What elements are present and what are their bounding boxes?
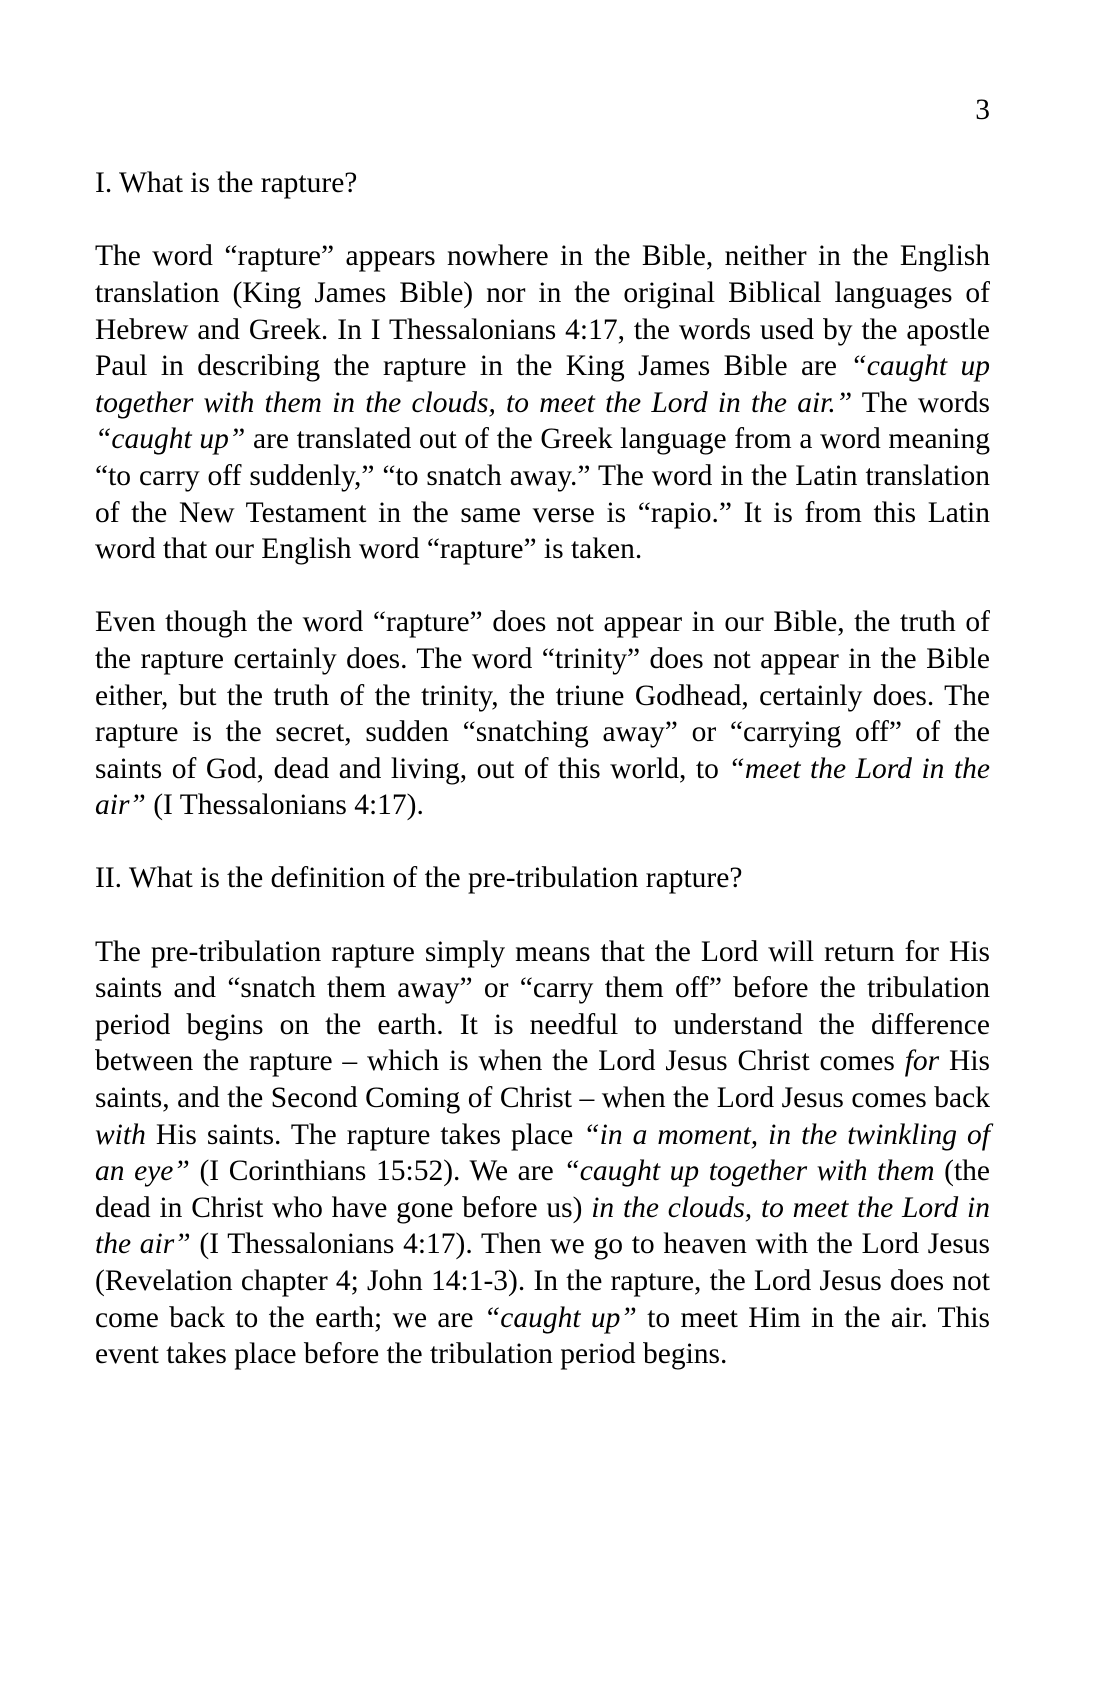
section-heading-pre-tribulation-definition: II. What is the definition of the pre-tribulation rapture? xyxy=(95,862,743,895)
section-heading-what-is-the-rapture: I. What is the rapture? xyxy=(95,167,358,200)
paragraph-pre-tribulation-explanation: The pre-tribulation rapture simply means that the Lord will return for His saints and “snatch them away” or “carry them off” before the tribulation period begins on the earth. It is needful to understand the difference between the rapture – which is when the Lord Jesus Christ comes for His saints, and the Second Coming of Christ – when the Lord Jesus comes back with His saints. The rapture takes place “in a moment, in the twinkling of an eye” (I Corinthians 15:52). We are “caught up together with them (the dead in Christ who have gone before us) in the clouds, to meet the Lord in the air” (I Thessalonians 4:17). Then we go to heaven with the Lord Jesus (Revelation chapter 4; John 14:1-3). In the rapture, the Lord Jesus does not come back to the earth; we are “caught up” to meet Him in the air. This event takes place before the tribulation period begins. xyxy=(95,935,991,1371)
paragraph-rapture-word-origin: The word “rapture” appears nowhere in the Bible, neither in the English translation (King James Bible) nor in the original Biblical languages of Hebrew and Greek. In I Thessalonians 4:17, the words used by the apostle Paul in describing the rapture in the King James Bible are “caught up together with them in the clouds, to meet the Lord in the air.” The words “caught up” are translated out of the Greek language from a word meaning “to carry off suddenly,” “to snatch away.” The word in the Latin translation of the New Testament in the same verse is “rapio.” It is from this Latin word that our English word “rapture” is taken. xyxy=(95,240,990,566)
page-number: 3 xyxy=(975,94,990,126)
paragraph-rapture-truth: Even though the word “rapture” does not appear in our Bible, the truth of the rapture certainly does. The word “trinity” does not appear in the Bible either, but the truth of the trinity, the triune Godhead, certainly does. The rapture is the secret, sudden “snatching away” or “carrying off” of the saints of God, dead and living, out of this world, to “meet the Lord in the air” (I Thessalonians 4:17). xyxy=(95,606,990,822)
